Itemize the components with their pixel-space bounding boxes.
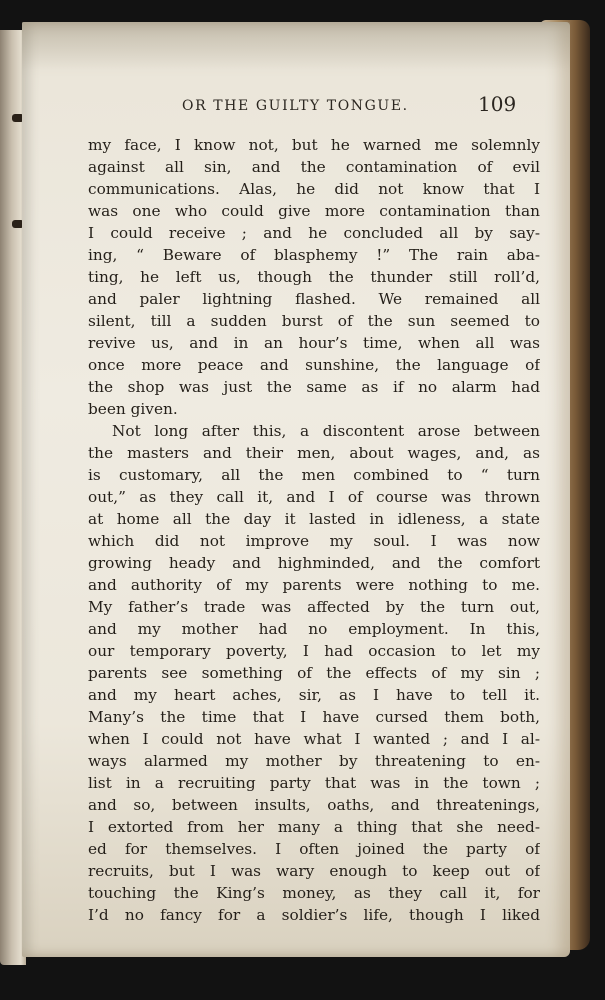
text-line: silent, till a sudden burst of the sun seemed to [88,312,540,330]
page-header [22,78,570,116]
text-line: our temporary poverty, I had occasion to let my [88,642,540,660]
page-number: 109 [478,92,517,116]
text-line: My father’s trade was affected by the turn out, [88,598,540,616]
text-line: been given. [88,400,178,418]
book-page [22,22,570,957]
running-head: OR THE GUILTY TONGUE. [182,98,409,114]
text-line: was one who could give more contamination than [88,202,540,220]
text-line: ing, “ Beware of blasphemy !” The rain aba- [88,246,540,264]
text-line: and my mother had no employment. In this, [88,620,540,638]
page-top-discoloration [22,22,570,70]
text-line: I’d no fancy for a soldier’s life, though I liked [88,906,540,924]
text-line: my face, I know not, but he warned me solemnly [88,136,540,154]
body-text [88,134,540,926]
text-line: out,” as they call it, and I of course was thrown [88,488,540,506]
text-line: and my heart aches, sir, as I have to tell it. [88,686,540,704]
text-line: and paler lightning flashed. We remained all [88,290,540,308]
text-line: Not long after this, a discontent arose between [112,422,540,440]
text-line: the shop was just the same as if no alarm had [88,378,540,396]
text-line: which did not improve my soul. I was now [88,532,540,550]
text-line: communications. Alas, he did not know that I [88,180,540,198]
text-line: list in a recruiting party that was in the town ; [88,774,540,792]
text-line: against all sin, and the contamination of evil [88,158,540,176]
text-line: I extorted from her many a thing that she need- [88,818,540,836]
text-line: recruits, but I was wary enough to keep out of [88,862,540,880]
text-line: once more peace and sunshine, the language of [88,356,540,374]
text-line: Many’s the time that I have cursed them both, [88,708,540,726]
text-line: ed for themselves. I often joined the party of [88,840,540,858]
text-line: is customary, all the men combined to “ turn [88,466,540,484]
text-line: revive us, and in an hour’s time, when all was [88,334,540,352]
text-line: growing heady and highminded, and the comfort [88,554,540,572]
text-line: when I could not have what I wanted ; and I al- [88,730,540,748]
text-line: parents see something of the effects of my sin ; [88,664,540,682]
text-line: ways alarmed my mother by threatening to en- [88,752,540,770]
text-line: and authority of my parents were nothing to me. [88,576,540,594]
text-line: ting, he left us, though the thunder still roll’d, [88,268,540,286]
text-line: at home all the day it lasted in idleness, a state [88,510,540,528]
text-line: the masters and their men, about wages, and, as [88,444,540,462]
text-line: I could receive ; and he concluded all by say- [88,224,540,242]
text-line: touching the King’s money, as they call it, for [88,884,540,902]
text-line: and so, between insults, oaths, and threatenings, [88,796,540,814]
